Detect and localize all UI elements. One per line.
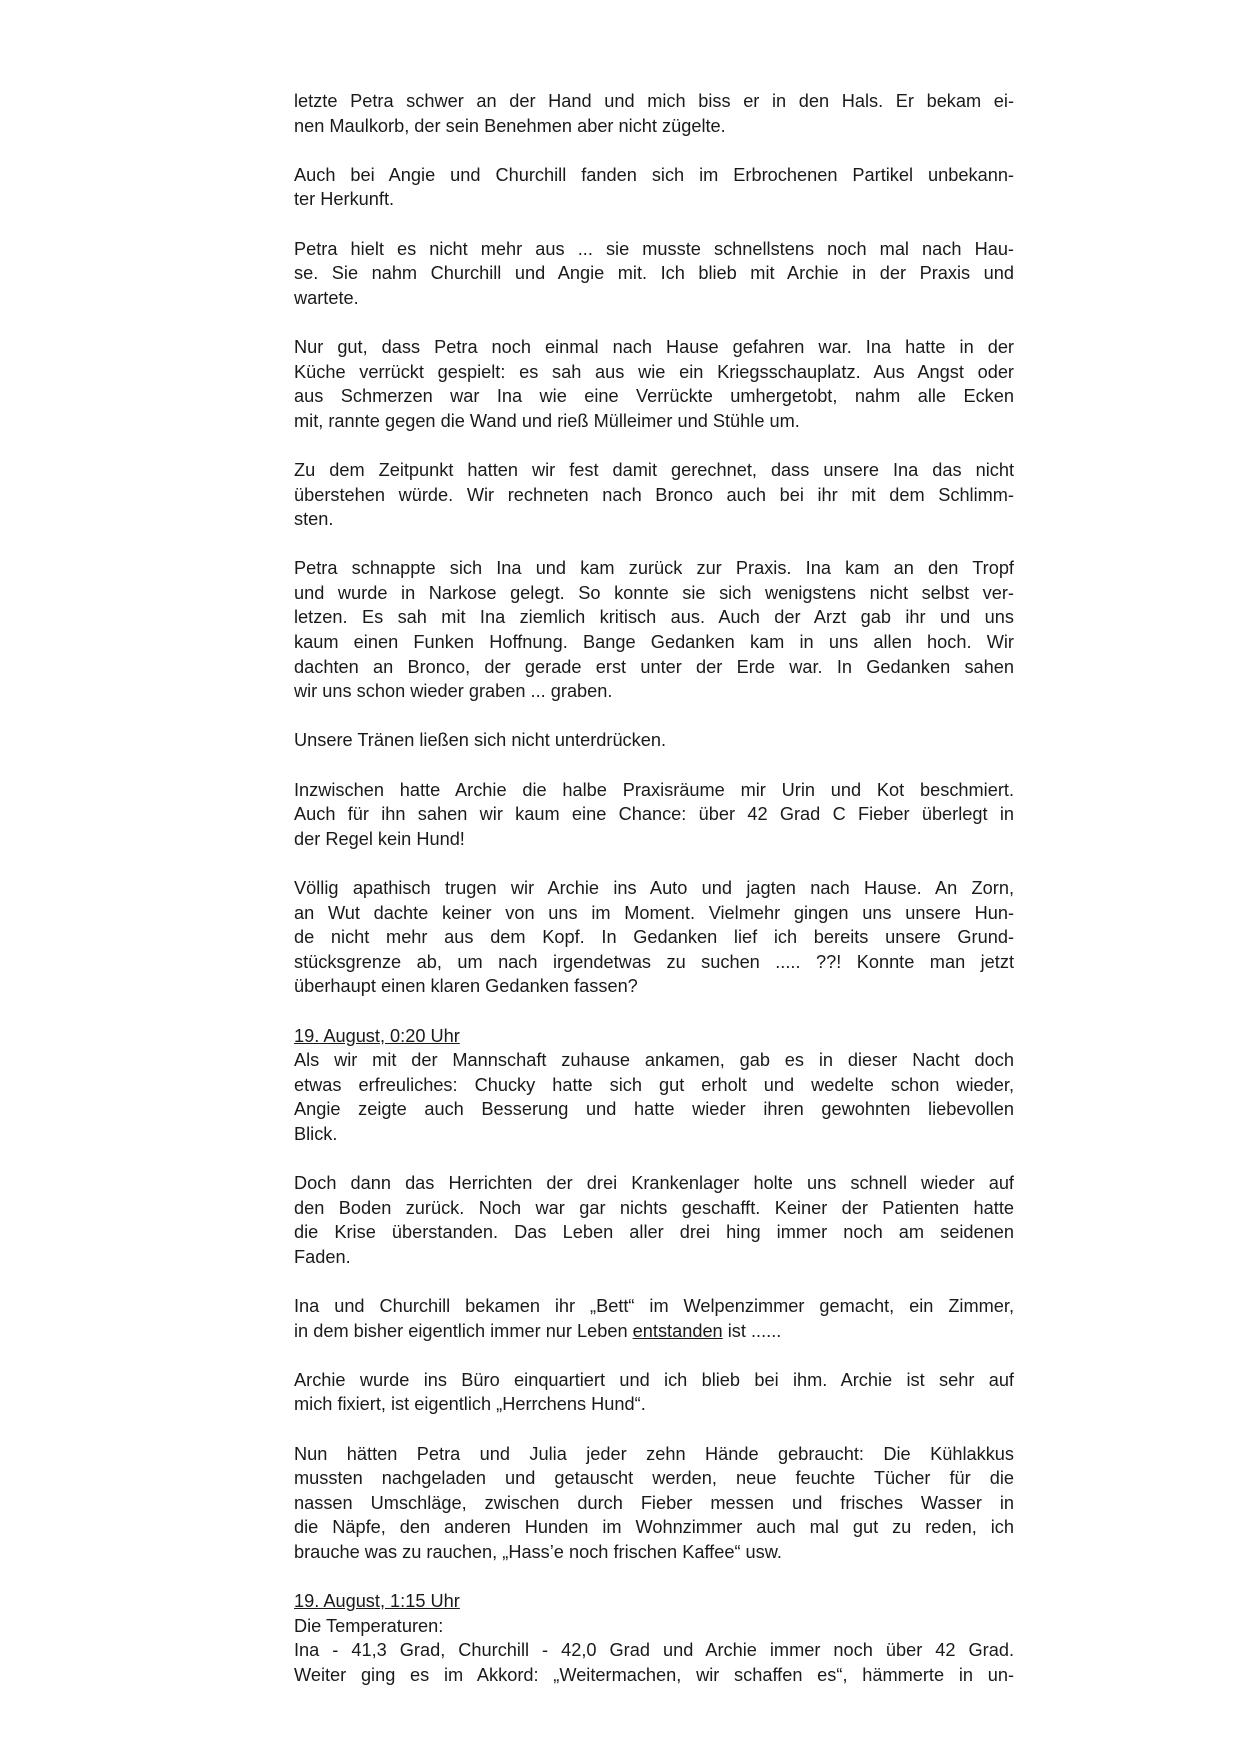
- paragraph: [294, 237, 1014, 311]
- text-line: und wurde in Narkose gelegt. So konnte sie sich wenigstens nicht selbst ver-: [294, 582, 1014, 603]
- text-line: der Regel kein Hund!: [294, 828, 465, 849]
- text-line: Weiter ging es im Akkord: „Weitermachen, wir schaffen es“, hämmerte in un-: [294, 1665, 1014, 1685]
- text-line: sten.: [294, 509, 334, 530]
- text-line: Die Temperaturen:: [294, 1615, 444, 1636]
- text-line: se. Sie nahm Churchill und Angie mit. Ich blieb mit Archie in der Praxis und: [294, 263, 1014, 284]
- text-line: mussten nachgeladen und getauscht werden, neue feuchte Tücher für die: [294, 1468, 1014, 1489]
- text-line: Petra schnappte sich Ina und kam zurück zur Praxis. Ina kam an den Tropf: [294, 558, 1014, 579]
- text-line: Nun hätten Petra und Julia jeder zehn Hände gebraucht: Die Kühlakkus: [294, 1443, 1014, 1464]
- text-line: den Boden zurück. Noch war gar nichts geschafft. Keiner der Patienten hatte: [294, 1197, 1014, 1218]
- paragraph: [294, 1171, 1014, 1269]
- text-line: wartete.: [294, 287, 359, 308]
- text-line: Küche verrückt gespielt: es sah aus wie ein Kriegsschauplatz. Aus Angst oder: [294, 361, 1014, 382]
- text-line: Archie wurde ins Büro einquartiert und ich blieb bei ihm. Archie ist sehr auf: [294, 1369, 1014, 1390]
- text-line: Auch bei Angie und Churchill fanden sich im Erbrochenen Partikel unbekann-: [294, 164, 1014, 185]
- text-line: an Wut dachte keiner von uns im Moment. Vielmehr gingen uns unsere Hun-: [294, 902, 1014, 923]
- text-line: Faden.: [294, 1246, 351, 1267]
- text-line: Nur gut, dass Petra noch einmal nach Hause gefahren war. Ina hatte in der: [294, 336, 1014, 357]
- paragraph: [294, 778, 1014, 852]
- text-line: de nicht mehr aus dem Kopf. In Gedanken lief ich bereits unsere Grund-: [294, 927, 1014, 948]
- text-line: ter Herkunft.: [294, 189, 395, 210]
- text-line: Ina und Churchill bekamen ihr „Bett“ im Welpenzimmer gemacht, ein Zimmer,: [294, 1296, 1014, 1317]
- text-line: überhaupt einen klaren Gedanken fassen?: [294, 976, 638, 997]
- text-line: aus Schmerzen war Ina wie eine Verrückte umhergetobt, nahm alle Ecken: [294, 386, 1014, 407]
- text-line: wir uns schon wieder graben ... graben.: [294, 681, 613, 702]
- text-line: Unsere Tränen ließen sich nicht unterdrücken.: [294, 730, 667, 751]
- underlined-word: entstanden: [632, 1320, 723, 1341]
- paragraph: [294, 556, 1014, 704]
- text-line: letzen. Es sah mit Ina ziemlich kritisch aus. Auch der Arzt gab ihr und uns: [294, 607, 1014, 628]
- text-line: Zu dem Zeitpunkt hatten wir fest damit gerechnet, dass unsere Ina das nicht: [294, 459, 1014, 480]
- text-run: in dem bisher eigentlich immer nur Leben: [294, 1320, 633, 1341]
- text-line: Völlig apathisch trugen wir Archie ins Auto und jagten nach Hause. An Zorn,: [294, 878, 1014, 898]
- text-line: stücksgrenze ab, um nach irgendetwas zu suchen ..... ??! Konnte man jetzt: [294, 951, 1014, 972]
- paragraph: [294, 89, 1014, 138]
- paragraph: [294, 458, 1014, 532]
- paragraph: [294, 335, 1014, 433]
- text-line: Petra hielt es nicht mehr aus ... sie musste schnellstens noch mal nach Hau-: [294, 238, 1014, 259]
- text-line: Auch für ihn sahen wir kaum eine Chance: über 42 Grad C Fieber überlegt in: [294, 804, 1014, 825]
- text-line: die Näpfe, den anderen Hunden im Wohnzimmer auch mal gut zu reden, ich: [294, 1517, 1014, 1538]
- paragraph: [294, 728, 1014, 753]
- text-line: [294, 1319, 1014, 1344]
- paragraph: [294, 1368, 1014, 1417]
- paragraph: [294, 1294, 1014, 1343]
- text-line: mit, rannte gegen die Wand und rieß Mülleimer und Stühle um.: [294, 410, 800, 431]
- text-line: die Krise überstanden. Das Leben aller drei hing immer noch am seidenen: [294, 1222, 1014, 1243]
- text-line: Inzwischen hatte Archie die halbe Praxisräume mir Urin und Kot beschmiert.: [294, 779, 1014, 800]
- dated-entry: [294, 1589, 1014, 1687]
- text-run: ist ......: [722, 1320, 782, 1341]
- paragraph: [294, 163, 1014, 212]
- paragraph: [294, 876, 1014, 999]
- text-line: Blick.: [294, 1123, 338, 1144]
- document-page: [294, 89, 1014, 1712]
- paragraph: [294, 1442, 1014, 1565]
- text-line: Als wir mit der Mannschaft zuhause ankamen, gab es in dieser Nacht doch: [294, 1050, 1014, 1071]
- text-line: brauche was zu rauchen, „Hass’e noch frischen Kaffee“ usw.: [294, 1542, 782, 1563]
- text-line: nassen Umschläge, zwischen durch Fieber messen und frisches Wasser in: [294, 1492, 1014, 1513]
- text-line: überstehen würde. Wir rechneten nach Bronco auch bei ihr mit dem Schlimm-: [294, 484, 1014, 505]
- text-line: Angie zeigte auch Besserung und hatte wieder ihren gewohnten liebevollen: [294, 1099, 1014, 1120]
- text-line: nen Maulkorb, der sein Benehmen aber nicht zügelte.: [294, 115, 726, 136]
- text-line: mich fixiert, ist eigentlich „Herrchens Hund“.: [294, 1394, 646, 1415]
- dated-entry: [294, 1024, 1014, 1147]
- entry-date-heading: 19. August, 1:15 Uhr: [294, 1591, 460, 1612]
- entry-date-heading: 19. August, 0:20 Uhr: [294, 1025, 460, 1046]
- text-line: letzte Petra schwer an der Hand und mich biss er in den Hals. Er bekam ei-: [294, 91, 1014, 111]
- text-line: Ina - 41,3 Grad, Churchill - 42,0 Grad und Archie immer noch über 42 Grad.: [294, 1640, 1014, 1661]
- text-line: kaum einen Funken Hoffnung. Bange Gedanken kam in uns allen hoch. Wir: [294, 632, 1014, 653]
- text-line: Doch dann das Herrichten der drei Krankenlager holte uns schnell wieder auf: [294, 1173, 1014, 1194]
- text-line: etwas erfreuliches: Chucky hatte sich gut erholt und wedelte schon wieder,: [294, 1074, 1014, 1095]
- text-line: dachten an Bronco, der gerade erst unter der Erde war. In Gedanken sahen: [294, 656, 1014, 677]
